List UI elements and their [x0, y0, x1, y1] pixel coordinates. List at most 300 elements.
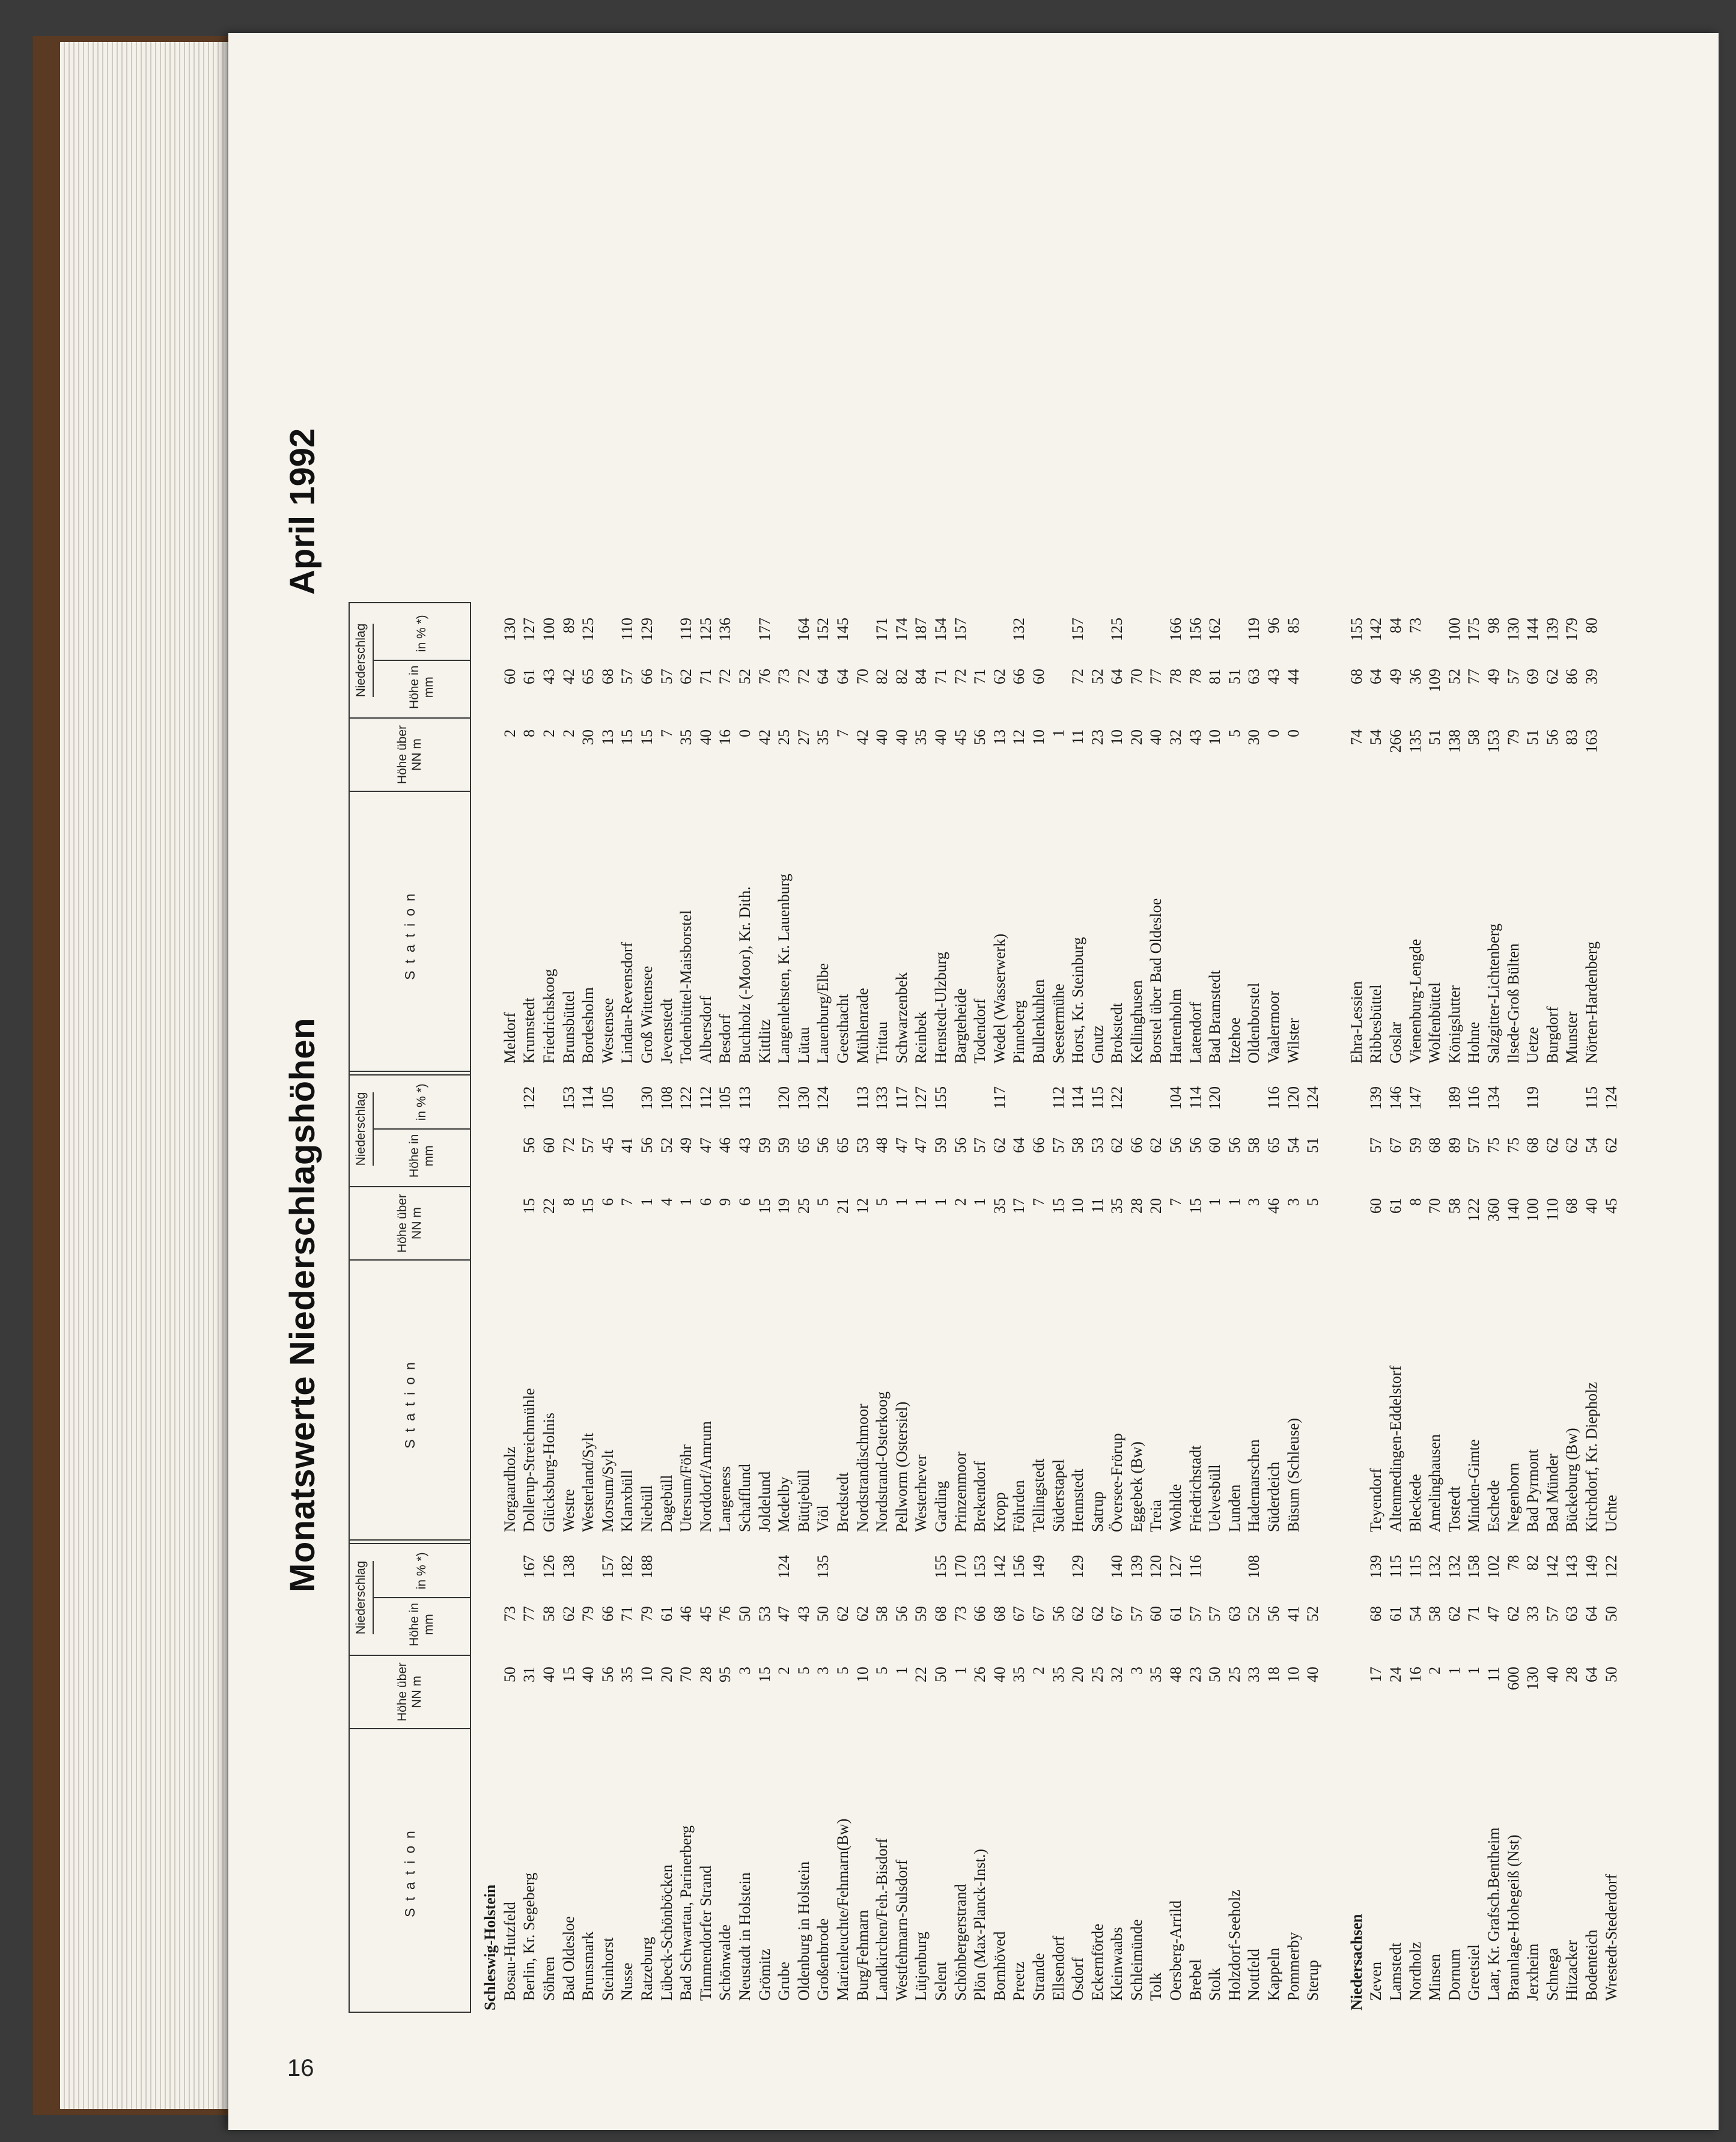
station-name: Schleimünde [1127, 1919, 1145, 2001]
station-name: Pommerby [1284, 1932, 1302, 2001]
station-height: 135 [1406, 729, 1424, 753]
station-height: 22 [540, 1198, 558, 1214]
table-row [1425, 607, 1445, 1076]
precip-percent: 158 [1465, 1555, 1483, 1578]
station-name: Stolk [1206, 1968, 1224, 2001]
station-height: 20 [1127, 729, 1145, 745]
station-name: Osdorf [1069, 1957, 1087, 2001]
table-row [853, 607, 873, 1076]
table-row [1366, 1544, 1386, 2013]
station-height: 1 [1049, 729, 1067, 737]
station-name: Brekendorf [971, 1461, 989, 1532]
precip-mm: 68 [931, 1606, 949, 1622]
station-height: 70 [677, 1667, 695, 1682]
station-name: Negenborn [1504, 1462, 1522, 1532]
table-row [1264, 1544, 1284, 2013]
station-name: Pellworm (Ostersiel) [892, 1401, 910, 1532]
table-row [1029, 1076, 1049, 1544]
table-row [990, 1544, 1010, 2013]
precip-percent: 122 [520, 1086, 538, 1110]
table-row [1029, 607, 1049, 1076]
station-height: 54 [1367, 729, 1385, 745]
station-name: Schönwalde [716, 1924, 734, 2001]
station-name: Wedel (Wasserwerk) [990, 934, 1008, 1063]
station-height: 110 [1543, 1198, 1561, 1222]
station-name: Wohlde [1167, 1483, 1185, 1532]
station-height: 138 [1445, 729, 1463, 753]
table-row [657, 607, 677, 1076]
station-name: Dagebüll [657, 1474, 675, 1532]
table-row [696, 1076, 716, 1544]
precip-percent: 143 [1563, 1555, 1581, 1578]
station-height: 40 [696, 729, 714, 745]
station-height: 68 [1563, 1198, 1581, 1214]
station-name: Büsum (Schleuse) [1284, 1418, 1302, 1532]
table-row [775, 607, 794, 1076]
precip-percent: 129 [1069, 1555, 1087, 1578]
table-row [814, 607, 833, 1076]
precip-percent: 155 [931, 1086, 949, 1110]
station-height: 10 [638, 1667, 656, 1682]
station-height: 2 [775, 1667, 793, 1675]
station-name: Schwarzenbek [892, 972, 910, 1063]
precip-percent: 130 [501, 618, 519, 641]
table-header-2 [349, 1071, 471, 1544]
station-name: Bargteheide [951, 988, 969, 1063]
station-height: 6 [696, 1198, 714, 1206]
table-row [853, 1076, 873, 1544]
header-hoehe: Höhe über NN m [350, 717, 470, 791]
station-name: Braunlage-Hohegeiß (Nst) [1504, 1834, 1522, 2001]
header-hoehe-mm: Höhe in mm [374, 660, 470, 714]
precip-percent: 117 [990, 1086, 1008, 1110]
section-spacer [1323, 1544, 1347, 2013]
precip-mm: 53 [755, 1606, 773, 1622]
station-height: 50 [1206, 1667, 1224, 1682]
precip-mm: 67 [1029, 1606, 1047, 1622]
station-name: Friedrichstadt [1186, 1445, 1204, 1532]
station-name: Amelinghausen [1426, 1434, 1444, 1532]
precip-percent: 122 [1602, 1555, 1620, 1578]
precip-mm: 56 [1265, 1606, 1283, 1622]
table-row [1186, 1544, 1205, 2013]
station-height: 11 [1484, 1667, 1502, 1682]
precip-mm: 64 [833, 669, 851, 684]
precip-mm: 47 [912, 1137, 930, 1153]
station-name: Oldenborstel [1245, 982, 1263, 1063]
precip-mm: 58 [873, 1606, 891, 1622]
station-height: 5 [873, 1667, 891, 1675]
table-row [755, 1544, 775, 2013]
station-name: Pinneberg [1010, 1000, 1028, 1063]
precip-mm: 58 [540, 1606, 558, 1622]
precip-mm: 59 [1406, 1137, 1424, 1153]
table-row [951, 607, 970, 1076]
precip-mm: 61 [1167, 1606, 1185, 1622]
station-height: 40 [1543, 1667, 1561, 1682]
station-name: Wilster [1284, 1018, 1302, 1063]
table-row [657, 1544, 677, 2013]
table-row [1166, 607, 1186, 1076]
precip-mm: 56 [1167, 1137, 1185, 1153]
station-height: 5 [873, 1198, 891, 1206]
table-row [833, 607, 853, 1076]
table-row [598, 1076, 618, 1544]
precip-mm: 41 [1284, 1606, 1302, 1622]
precip-percent: 170 [951, 1555, 969, 1578]
station-height: 1 [677, 1198, 695, 1206]
precip-percent: 96 [1265, 618, 1283, 633]
station-height: 15 [638, 729, 656, 745]
table-row [1068, 607, 1088, 1076]
table-row [1205, 1544, 1225, 2013]
precip-percent: 155 [1347, 618, 1365, 641]
precip-mm: 62 [1563, 1137, 1581, 1153]
station-name: Minsen [1426, 1954, 1444, 2001]
precip-percent: 98 [1484, 618, 1502, 633]
precip-mm: 42 [559, 669, 577, 684]
station-height: 16 [1406, 1667, 1424, 1682]
precip-mm: 52 [1304, 1606, 1322, 1622]
station-height: 70 [1426, 1198, 1444, 1214]
precip-percent: 116 [1186, 1555, 1204, 1578]
station-name: Zeven [1367, 1962, 1385, 2001]
station-height: 35 [618, 1667, 636, 1682]
precip-mm: 89 [1445, 1137, 1463, 1153]
table-row [1503, 1544, 1523, 2013]
station-height: 58 [1445, 1198, 1463, 1214]
station-height: 2 [1426, 1667, 1444, 1675]
table-row [657, 1076, 677, 1544]
station-height: 1 [1225, 1198, 1243, 1206]
table-row [970, 607, 990, 1076]
station-height: 40 [1582, 1198, 1600, 1214]
header-hoehe-mm: Höhe in mm [374, 1128, 470, 1182]
station-name: Treia [1147, 1500, 1165, 1532]
precip-mm: 56 [951, 1137, 969, 1153]
station-height: 122 [1465, 1198, 1483, 1222]
table-row [1010, 1544, 1029, 2013]
station-name: Hennstedt [1069, 1468, 1087, 1532]
station-height: 28 [1563, 1667, 1581, 1682]
table-row [1029, 1544, 1049, 2013]
table-row [970, 1076, 990, 1544]
precip-percent: 134 [1484, 1086, 1502, 1110]
precip-mm: 62 [833, 1606, 851, 1622]
table-row [618, 607, 638, 1076]
station-name: Timmendorfer Strand [696, 1865, 714, 2001]
station-height: 4 [657, 1198, 675, 1206]
precip-mm: 68 [990, 1606, 1008, 1622]
precip-mm: 57 [1049, 1137, 1067, 1153]
precip-percent: 116 [1465, 1086, 1483, 1110]
precip-mm: 36 [1406, 669, 1424, 684]
table-row [1264, 1076, 1284, 1544]
precip-mm: 72 [951, 669, 969, 684]
station-height: 51 [1524, 729, 1542, 745]
precip-percent: 142 [990, 1555, 1008, 1578]
precip-mm: 62 [1543, 1137, 1561, 1153]
station-height: 64 [1582, 1667, 1600, 1682]
table-row [736, 1544, 755, 2013]
station-name: Berlin, Kr. Segeberg [520, 1872, 538, 2001]
precip-percent: 82 [1524, 1555, 1542, 1571]
precip-percent: 124 [1304, 1086, 1322, 1110]
table-row [1205, 607, 1225, 1076]
precip-percent: 129 [638, 618, 656, 641]
table-row [873, 1076, 892, 1544]
station-height: 7 [833, 729, 851, 737]
station-height: 1 [912, 1198, 930, 1206]
station-name: Grömitz [755, 1949, 773, 2001]
precip-mm: 49 [1387, 669, 1405, 684]
precip-percent: 122 [677, 1086, 695, 1110]
station-height: 0 [1265, 729, 1283, 737]
station-height: 50 [501, 1667, 519, 1682]
precip-mm: 51 [1225, 669, 1243, 684]
precip-percent: 171 [873, 618, 891, 641]
precip-mm: 75 [1504, 1137, 1522, 1153]
precip-mm: 59 [931, 1137, 949, 1153]
station-name: Salzgitter-Lichtenberg [1484, 923, 1502, 1063]
precip-mm: 61 [520, 669, 538, 684]
header-hoehe: Höhe über NN m [350, 1186, 470, 1259]
precip-percent: 127 [520, 618, 538, 641]
precip-mm: 62 [1504, 1606, 1522, 1622]
precip-percent: 156 [1010, 1555, 1028, 1578]
table-row [1464, 607, 1484, 1076]
station-name: Geesthacht [833, 994, 851, 1063]
precip-percent: 105 [598, 1086, 617, 1110]
station-height: 11 [1088, 1198, 1106, 1214]
station-name: Lütau [794, 1027, 812, 1063]
precip-mm: 109 [1426, 669, 1444, 692]
header-hoehe-mm: Höhe in mm [374, 1597, 470, 1651]
table-row [990, 607, 1010, 1076]
precip-mm: 60 [1206, 1137, 1224, 1153]
station-name: Eckernförde [1088, 1923, 1106, 2001]
precip-mm: 54 [1406, 1606, 1424, 1622]
table-row [794, 607, 814, 1076]
region-name: Schleswig-Holstein [481, 1884, 499, 2010]
precip-percent: 152 [814, 618, 832, 641]
station-height: 32 [1108, 1667, 1126, 1682]
station-height: 7 [1029, 1198, 1047, 1206]
station-height: 6 [736, 1198, 754, 1206]
station-height: 20 [1147, 1198, 1165, 1214]
precip-percent: 120 [1147, 1555, 1165, 1578]
table-row [1406, 1076, 1425, 1544]
precip-mm: 57 [579, 1137, 597, 1153]
precip-percent: 102 [1484, 1555, 1502, 1578]
precip-percent: 157 [951, 618, 969, 641]
precip-mm: 56 [1186, 1137, 1204, 1153]
station-column-1 [481, 1544, 1621, 2013]
station-name: Vienenburg-Lengde [1406, 939, 1424, 1063]
precip-mm: 66 [1010, 669, 1028, 684]
station-name: Wolfenbüttel [1426, 982, 1444, 1063]
precip-percent: 112 [1049, 1086, 1067, 1110]
station-name: Westerland/Sylt [579, 1432, 597, 1532]
station-height: 32 [1167, 729, 1185, 745]
precip-mm: 72 [794, 669, 812, 684]
table-row [1225, 1076, 1245, 1544]
station-height: 46 [1265, 1198, 1283, 1214]
station-height: 10 [1069, 1198, 1087, 1214]
station-height: 21 [833, 1198, 851, 1214]
precip-percent: 188 [638, 1555, 656, 1578]
station-name: Todenbüttel-Maisborstel [677, 910, 695, 1063]
station-height: 5 [794, 1667, 812, 1675]
station-name: Tolk [1147, 1972, 1165, 2001]
precip-mm: 52 [1088, 669, 1106, 684]
station-height: 20 [1069, 1667, 1087, 1682]
station-name: Nusse [618, 1962, 636, 2001]
station-height: 2 [951, 1198, 969, 1206]
precip-percent: 153 [971, 1555, 989, 1578]
station-height: 42 [853, 729, 871, 745]
station-name: Dornum [1445, 1949, 1463, 2001]
table-row [1284, 1544, 1303, 2013]
table-row [1088, 1544, 1107, 2013]
precip-mm: 67 [1108, 1606, 1126, 1622]
precip-mm: 57 [1186, 1606, 1204, 1622]
precip-mm: 79 [579, 1606, 597, 1622]
precip-mm: 53 [853, 1137, 871, 1153]
table-row [618, 1544, 638, 2013]
precip-mm: 64 [1010, 1137, 1028, 1153]
station-name: Uelvesbüll [1206, 1464, 1224, 1532]
station-height: 140 [1504, 1198, 1522, 1222]
station-height: 15 [618, 729, 636, 745]
section-spacer [1303, 607, 1327, 1076]
station-name: Grube [775, 1962, 793, 2001]
header-hoehe: Höhe über NN m [350, 1655, 470, 1728]
precip-percent: 114 [579, 1086, 597, 1110]
header-niederschlag [350, 603, 470, 717]
station-name: Morsum/Sylt [598, 1449, 617, 1532]
station-name: Wrestedt-Stederdorf [1602, 1873, 1620, 2001]
precip-mm: 84 [912, 669, 930, 684]
precip-percent: 144 [1524, 618, 1542, 641]
precip-mm: 57 [1367, 1137, 1385, 1153]
station-height: 7 [1167, 1198, 1185, 1206]
station-name: Nörten-Hardenberg [1582, 941, 1600, 1063]
station-height: 56 [598, 1667, 617, 1682]
station-height: 11 [1069, 729, 1087, 745]
station-name: Hartenholm [1167, 988, 1185, 1063]
precip-mm: 60 [540, 1137, 558, 1153]
page-title: Monatswerte Niederschlagshöhen [283, 1017, 322, 1592]
precip-percent: 80 [1582, 618, 1600, 633]
precip-percent: 73 [1406, 618, 1424, 633]
table-row [1601, 1544, 1621, 2013]
table-row [1484, 607, 1504, 1076]
station-height: 28 [696, 1667, 714, 1682]
station-height: 27 [794, 729, 812, 745]
blank-row [1347, 1076, 1367, 1544]
precip-mm: 77 [1465, 669, 1483, 684]
station-height: 13 [598, 729, 617, 745]
table-row [912, 1076, 931, 1544]
station-name: Laar, Kr. Grafsch.Bentheim [1484, 1827, 1502, 2001]
precip-mm: 58 [1426, 1606, 1444, 1622]
month-label: April 1992 [283, 428, 322, 595]
station-height: 1 [951, 1667, 969, 1675]
table-row [520, 1544, 540, 2013]
precip-mm: 59 [755, 1137, 773, 1153]
station-name: Kleinwaabs [1108, 1927, 1126, 2001]
table-row [598, 1544, 618, 2013]
station-name: Bleckede [1406, 1474, 1424, 1532]
precip-mm: 52 [736, 669, 754, 684]
precip-mm: 60 [501, 669, 519, 684]
precip-mm: 53 [1088, 1137, 1106, 1153]
precip-mm: 57 [1206, 1606, 1224, 1622]
station-name: Dollerup-Streichmühle [520, 1388, 538, 1532]
table-row [501, 1544, 520, 2013]
station-height: 600 [1504, 1667, 1522, 1690]
station-height: 18 [1265, 1667, 1283, 1682]
header-in-prozent: in % *) [415, 1552, 428, 1590]
table-row [775, 1076, 794, 1544]
station-height: 43 [1186, 729, 1204, 745]
precip-percent: 154 [931, 618, 949, 641]
station-height: 61 [1387, 1198, 1405, 1214]
precip-percent: 122 [1108, 1086, 1126, 1110]
station-height: 22 [912, 1667, 930, 1682]
station-name: Burgdorf [1543, 1006, 1561, 1063]
precip-mm: 62 [990, 669, 1008, 684]
precip-percent: 139 [1367, 1086, 1385, 1110]
station-height: 0 [736, 729, 754, 737]
precip-mm: 54 [1582, 1137, 1600, 1153]
station-name: Mühlenrade [853, 988, 871, 1063]
station-name: Albersdorf [696, 996, 714, 1063]
table-row [1205, 1076, 1225, 1544]
precip-percent: 78 [1504, 1555, 1522, 1571]
precip-percent: 104 [1167, 1086, 1185, 1110]
table-row [559, 607, 579, 1076]
station-height: 40 [1304, 1667, 1322, 1682]
station-height: 35 [1010, 1667, 1028, 1682]
table-row [1166, 1076, 1186, 1544]
precip-mm: 65 [794, 1137, 812, 1153]
station-height: 13 [990, 729, 1008, 745]
station-height: 40 [579, 1667, 597, 1682]
table-row [1186, 607, 1205, 1076]
precip-percent: 133 [873, 1086, 891, 1110]
precip-mm: 57 [618, 669, 636, 684]
station-height: 35 [814, 729, 832, 745]
precip-percent: 139 [1543, 618, 1561, 641]
table-row [1284, 1076, 1303, 1544]
table-row [579, 1544, 598, 2013]
station-name: Hitzacker [1563, 1940, 1581, 2001]
precip-mm: 58 [1069, 1137, 1087, 1153]
station-height: 15 [559, 1667, 577, 1682]
header-niederschlag [350, 1541, 470, 1655]
station-name: Brunsbüttel [559, 990, 577, 1063]
precip-percent: 174 [892, 618, 910, 641]
precip-mm: 67 [1387, 1137, 1405, 1153]
station-height: 45 [951, 729, 969, 745]
table-row [912, 607, 931, 1076]
precip-mm: 52 [1245, 1606, 1263, 1622]
precip-mm: 68 [1367, 1606, 1385, 1622]
precip-percent: 119 [1245, 618, 1263, 641]
station-name: Plön (Max-Planck-Inst.) [971, 1849, 989, 2001]
